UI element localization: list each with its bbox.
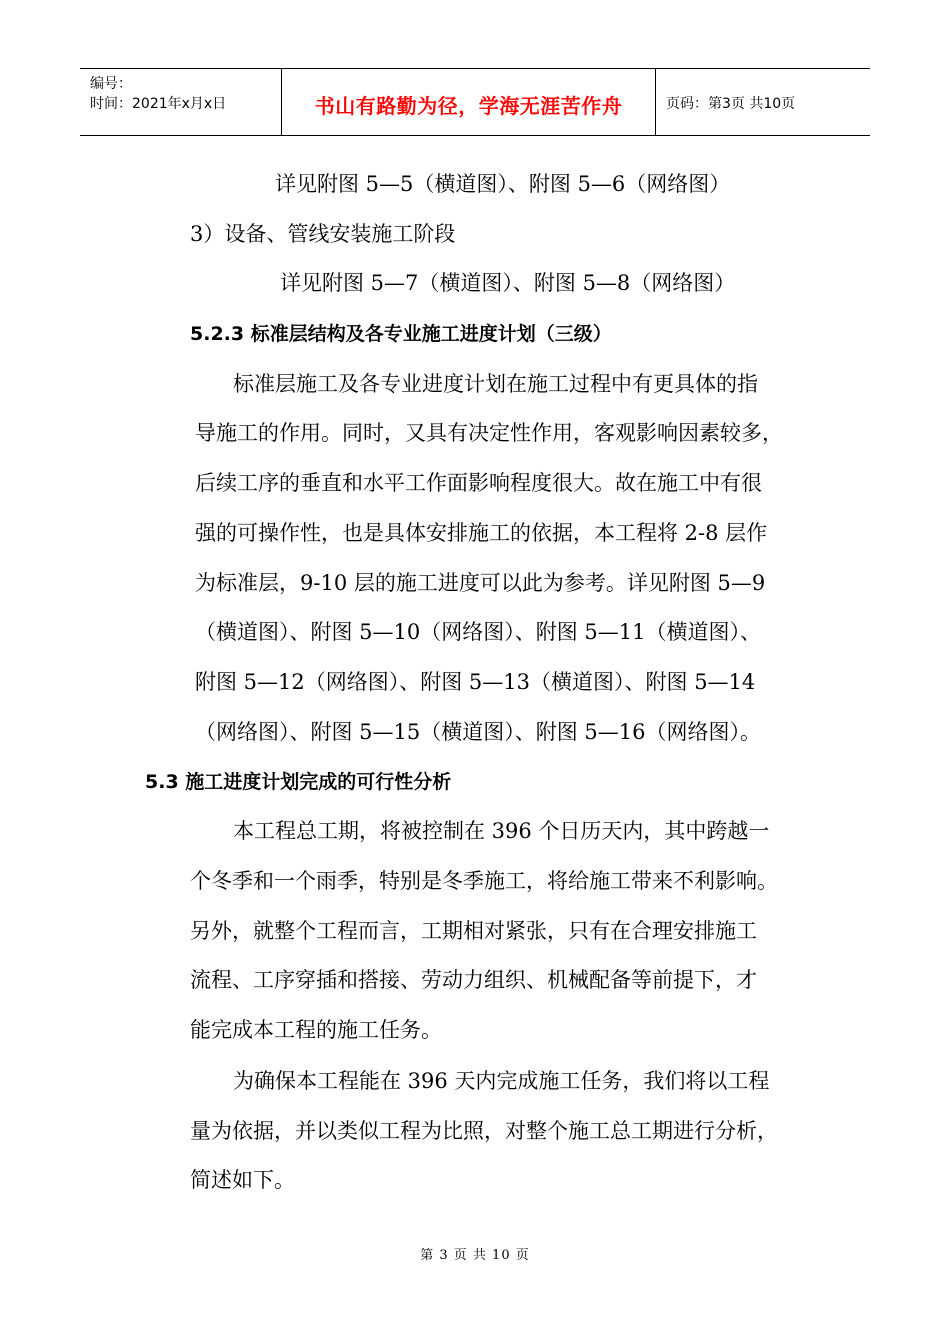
- header-page-info: 页码：第3页 共10页: [666, 96, 796, 112]
- header-meta-cell: [80, 69, 282, 135]
- body-line: 流程、工序穿插和搭接、劳动力组织、机械配备等前提下，才: [190, 968, 757, 992]
- body-line: 标准层施工及各专业进度计划在施工过程中有更具体的指: [233, 372, 758, 396]
- document-header: [80, 68, 870, 136]
- section-subheading: 3）设备、管线安装施工阶段: [190, 222, 456, 246]
- body-line: （网络图）、附图 5—15（横道图）、附图 5—16（网络图）。: [195, 720, 762, 744]
- body-line: 为标准层，9-10 层的施工进度可以此为参考。详见附图 5—9: [195, 571, 766, 595]
- body-line: 为确保本工程能在 396 天内完成施工任务，我们将以工程: [233, 1069, 770, 1093]
- body-line: 详见附图 5—5（横道图）、附图 5—6（网络图）: [275, 172, 731, 196]
- body-line: 个冬季和一个雨季，特别是冬季施工，将给施工带来不利影响。: [190, 869, 778, 893]
- body-line: 附图 5—12（网络图）、附图 5—13（横道图）、附图 5—14: [195, 670, 756, 694]
- body-line: 详见附图 5—7（横道图）、附图 5—8（网络图）: [280, 271, 736, 295]
- body-line: 导施工的作用。同时，又具有决定性作用，客观影响因素较多，: [195, 421, 783, 445]
- section-heading-5-2-3: 5.2.3 标准层结构及各专业施工进度计划（三级）: [190, 323, 612, 345]
- body-line: 强的可操作性，也是具体安排施工的依据，本工程将 2-8 层作: [195, 521, 768, 545]
- section-heading-5-3: 5.3 施工进度计划完成的可行性分析: [145, 771, 452, 793]
- body-line: 简述如下。: [190, 1168, 295, 1192]
- body-line: 本工程总工期，将被控制在 396 个日历天内，其中跨越一: [233, 819, 770, 843]
- date-label: 时间：2021年x月x日: [90, 96, 227, 112]
- body-line: （横道图）、附图 5—10（网络图）、附图 5—11（横道图）、: [195, 620, 762, 644]
- body-line: 后续工序的垂直和水平工作面影响程度很大。故在施工中有很: [195, 471, 762, 495]
- doc-number-label: 编号：: [90, 76, 132, 92]
- page-footer: 第 3 页 共 10 页: [420, 1248, 530, 1263]
- body-line: 另外，就整个工程而言，工期相对紧张，只有在合理安排施工: [190, 919, 757, 943]
- header-motto: 书山有路勤为径，学海无涯苦作舟: [282, 69, 656, 135]
- body-line: 量为依据，并以类似工程为比照，对整个施工总工期进行分析，: [190, 1119, 778, 1143]
- body-line: 能完成本工程的施工任务。: [190, 1018, 442, 1042]
